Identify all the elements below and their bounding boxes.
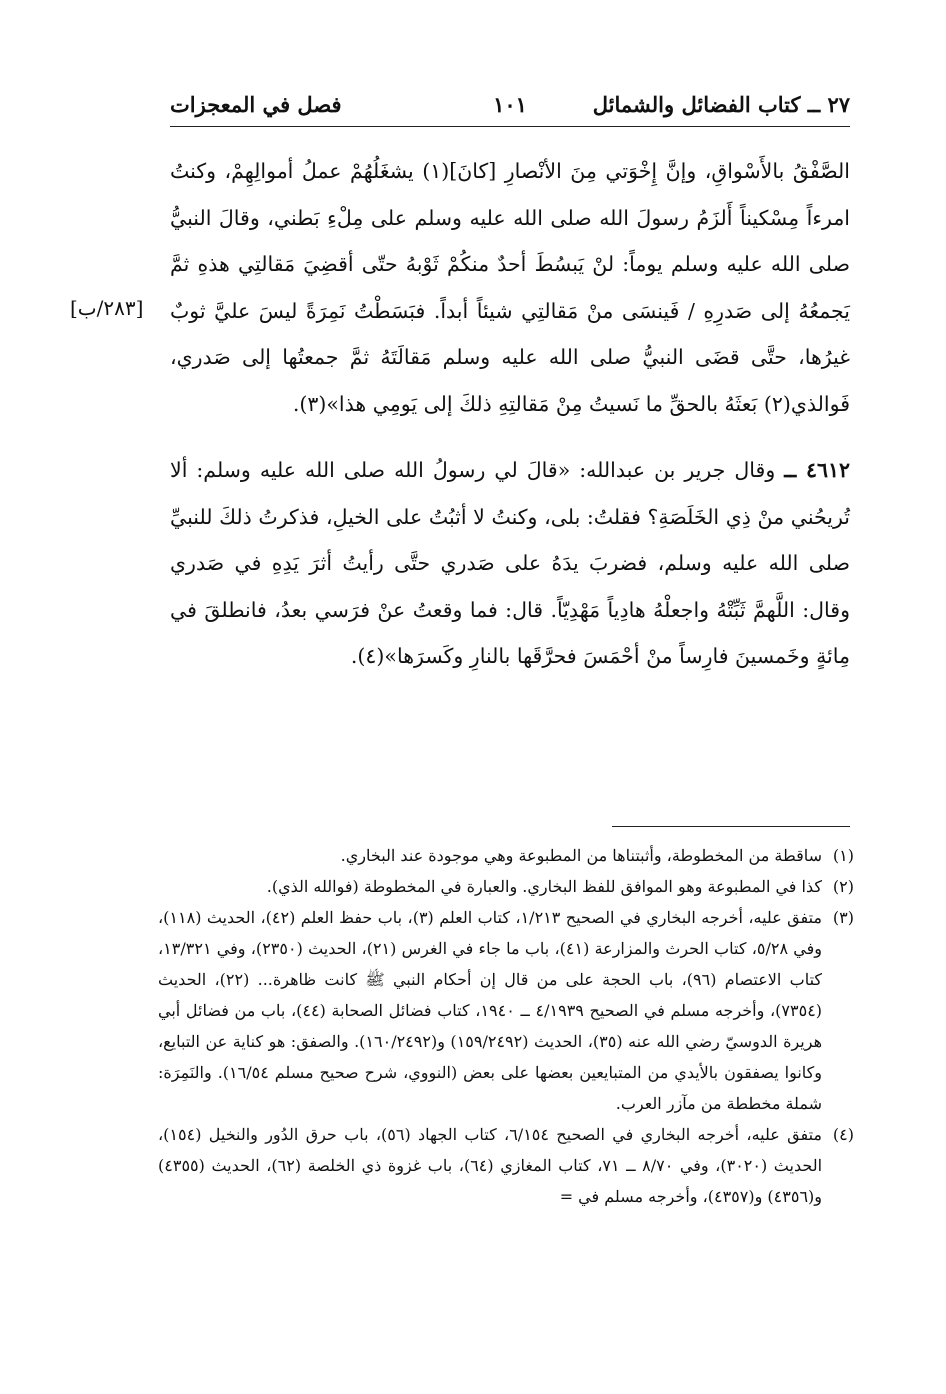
footnote-rule	[612, 826, 850, 827]
footnote-number: (٢)	[832, 877, 854, 896]
main-text	[170, 148, 850, 680]
hadith-number: ٤٦١٢ ــ	[784, 458, 850, 482]
footnote-number: (٣)	[832, 908, 854, 927]
footnote-3	[158, 902, 854, 1119]
chapter-title: ٢٧ ــ كتاب الفضائل والشمائل	[592, 92, 850, 117]
footnote-text: كذا في المطبوعة وهو الموافق للفظ البخاري. والعبارة في المخطوطة (فوالله الذي).	[266, 877, 822, 896]
paragraph-2	[170, 447, 850, 680]
manuscript-folio-marker: [٢٨٣/ب]	[70, 296, 144, 320]
footnote-1	[158, 840, 854, 871]
footnote-number: (١)	[832, 846, 854, 865]
header-rule	[170, 126, 850, 127]
section-title: فصل في المعجزات	[170, 92, 342, 117]
footnote-text: متفق عليه، أخرجه البخاري في الصحيح ١/٢١٣، كتاب العلم (٣)، باب حفظ العلم (٤٢)، الحديث (١١٨)، وفي ٥/٢٨، كتاب الحرث والمزارعة (٤١)، باب ما جاء في الغرس (٢١)، الحديث (٢٣٥٠)، وفي ١٣/٣٢١، كتاب الاعتصام (٩٦)، باب الحجة على من قال إن أحكام النبي ﷺ كانت ظاهرة... (٢٢)، الحديث (٧٣٥٤)، وأخرجه مسلم في الصحيح ٤/١٩٣٩ ــ ١٩٤٠، كتاب فضائل الصحابة (٤٤)، باب من فضائل أبي هريرة الدوسيّ رضي الله عنه (٣٥)، الحديث (١٥٩/٢٤٩٢) و(١٦٠/٢٤٩٢). والصفق: هو كناية عن التبايع، وكانوا يصفقون بالأيدي من المتبايعين بعضها على بعض (النووي، شرح صحيح مسلم ١٦/٥٤). والنَمِرَة: شملة مخططة من مآزر العرب.	[158, 908, 823, 1113]
paragraph-2-text: وقال جرير بن عبدالله: «قالَ لي رسولُ الله صلى الله عليه وسلم: ألا تُريحُني منْ ذِي الخَلَصَةِ؟ فقلتُ: بلى، وكنتُ لا أثبُتُ على الخيلِ، فذكرتُ ذلكَ للنبيِّ صلى الله عليه وسلم، فضربَ يدَهُ على صَدري حتَّى رأيتُ أثرَ يَدِهِ في صَدري وقال: اللَّهمَّ ثَبِّتْهُ واجعلْهُ هادِياً مَهْدِيّاً. قال: فما وقعتُ عنْ فرَسي بعدُ، فانطلقَ في مِائةٍ وخَمسينَ فارِساً منْ أحْمَسَ فحرَّقَها بالنارِ وكَسرَها»(٤).	[170, 458, 850, 668]
footnote-4	[158, 1119, 854, 1212]
running-header	[170, 86, 850, 126]
footnote-text: متفق عليه، أخرجه البخاري في الصحيح ٦/١٥٤، كتاب الجهاد (٥٦)، باب حرق الدُور والنخيل (١٥٤)، الحديث (٣٠٢٠)، وفي ٨/٧٠ ــ ٧١، كتاب المغازي (٦٤)، باب غزوة ذي الخلصة (٦٢)، الحديث (٤٣٥٥) و(٤٣٥٦) و(٤٣٥٧)، وأخرجه مسلم في =	[158, 1125, 823, 1206]
footnotes	[158, 840, 854, 1212]
footnote-text: ساقطة من المخطوطة، وأثبتناها من المطبوعة وهي موجودة عند البخاري.	[340, 846, 822, 865]
footnote-number: (٤)	[832, 1125, 854, 1144]
paragraph-1: الصَّفْقُ بالأَسْواقِ، وإنَّ إِخْوَتي مِنَ الأنْصارِ [كانَ](١) يشغَلُهُمْ عملُ أموالِهِمْ، وكنتُ امرءاً مِسْكيناً أَلزَمُ رسولَ الله صلى الله عليه وسلم على مِلْءِ بَطني، وقالَ النبيُّ صلى الله عليه وسلم يوماً: لنْ يَبسُطَ أحدٌ منكُمْ ثَوْبهُ حتّى أقضِيَ مَقالتِي هذهِ ثمَّ يَجمعُهُ إلى صَدرِهِ / فَينسَى منْ مَقالتِي شيئاً أبداً. فبَسَطْتُ نَمِرَةً ليسَ عليَّ ثوبٌ غيرُها، حتَّى قضَى النبيُّ صلى الله عليه وسلم مَقالَتَهُ ثمَّ جمعتُها إلى صَدري، فَوالذي(٢) بَعثَهُ بالحقِّ ما نَسيتُ مِنْ مَقالتِهِ ذلكَ إلى يَومِي هذا»(٣).	[170, 159, 850, 416]
footnote-2	[158, 871, 854, 902]
page-number: ١٠١	[493, 92, 527, 117]
